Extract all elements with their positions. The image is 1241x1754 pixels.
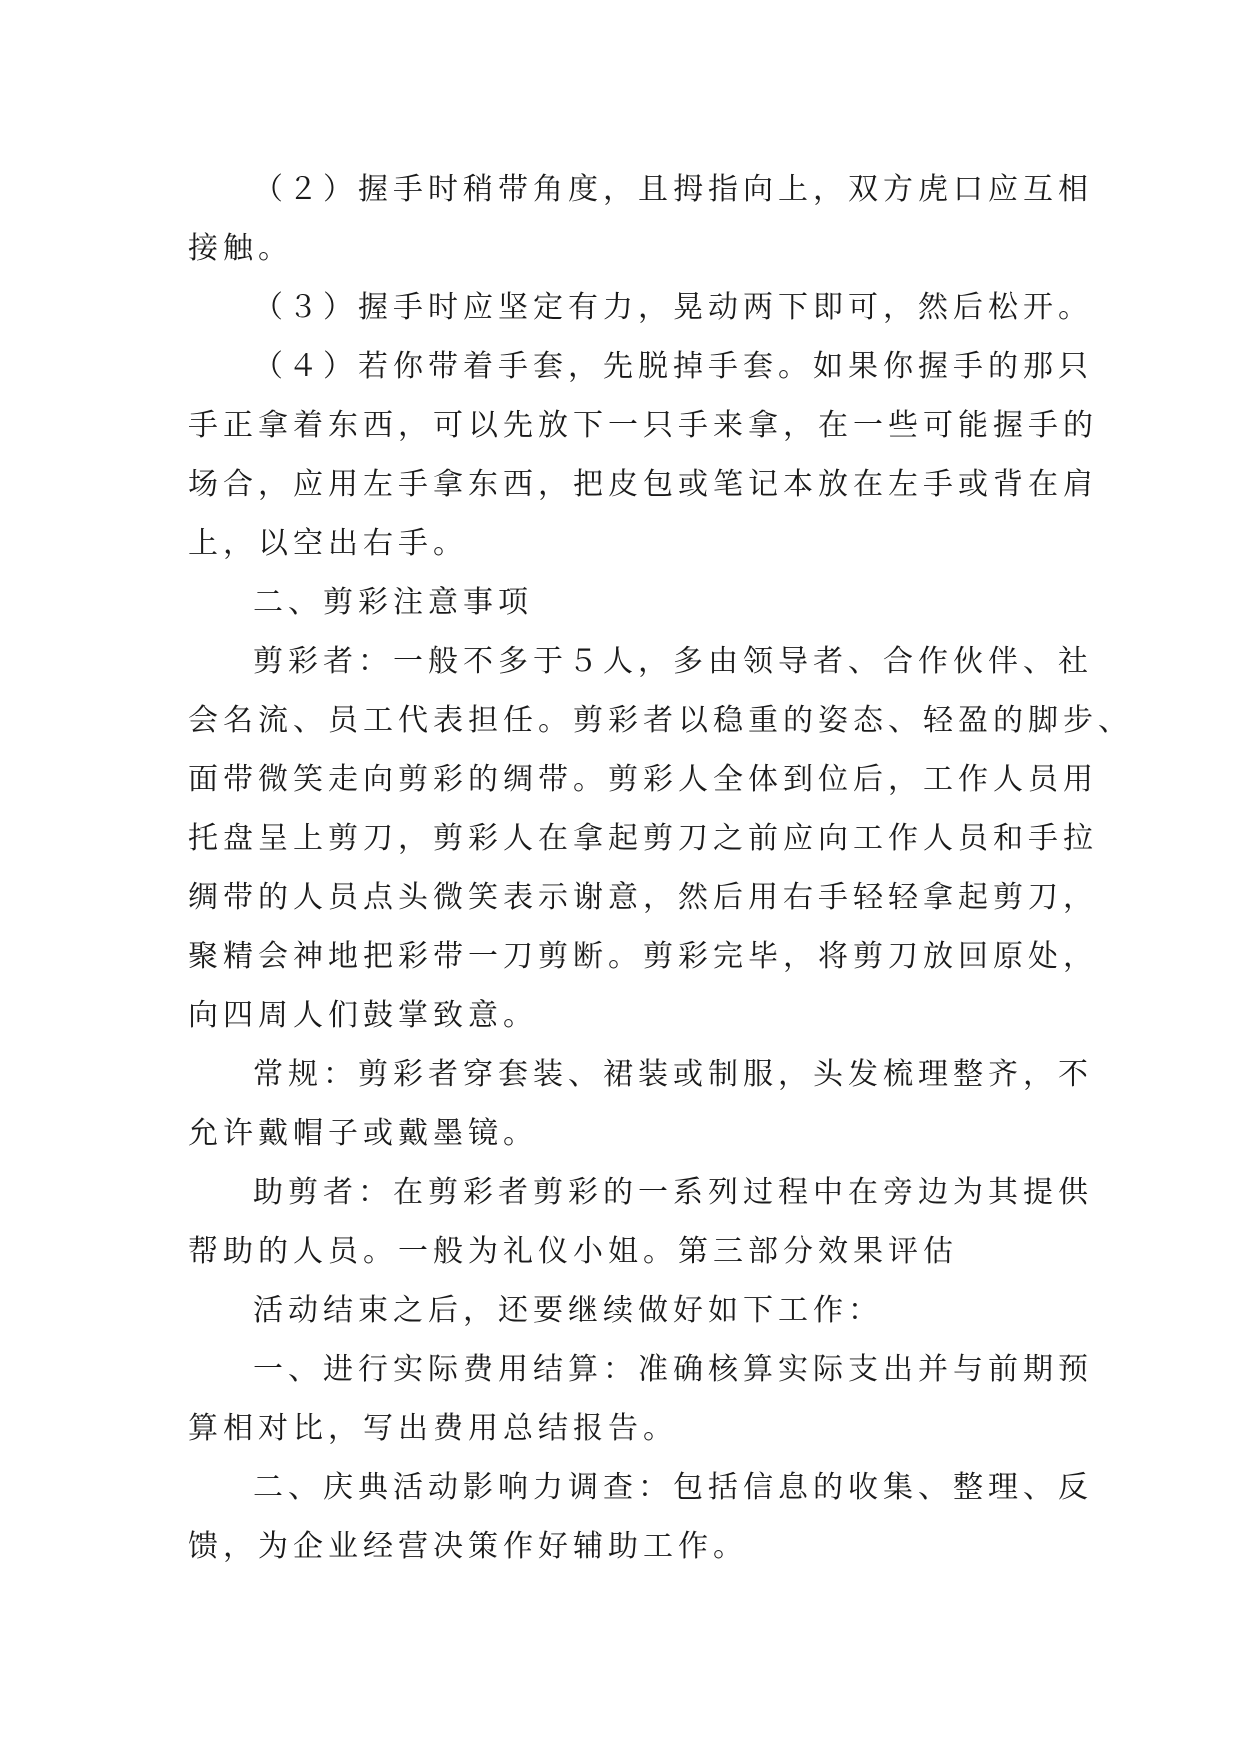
- text-line: 允许戴帽子或戴墨镜。: [188, 1116, 538, 1151]
- paragraph: [188, 1458, 1093, 1576]
- paragraph: [188, 337, 1098, 573]
- text-line: 向四周人们鼓掌致意。: [188, 998, 538, 1033]
- paragraph: [188, 1281, 1058, 1340]
- text-line: 二、剪彩注意事项: [253, 585, 533, 620]
- text-line: 接触。: [188, 231, 293, 266]
- section-heading: [188, 573, 1058, 632]
- text-line: 一、进行实际费用结算：准确核算实际支出并与前期预: [253, 1352, 1093, 1387]
- text-line: 托盘呈上剪刀，剪彩人在拿起剪刀之前应向工作人员和手拉: [188, 821, 1098, 856]
- text-line: 助剪者：在剪彩者剪彩的一系列过程中在旁边为其提供: [253, 1175, 1093, 1210]
- text-line: （２）握手时稍带角度，且拇指向上，双方虎口应互相: [253, 172, 1093, 207]
- text-line: 活动结束之后，还要继续做好如下工作：: [253, 1293, 883, 1328]
- paragraph: [188, 1163, 1093, 1281]
- text-line: 馈，为企业经营决策作好辅助工作。: [188, 1529, 748, 1564]
- text-line: （３）握手时应坚定有力，晃动两下即可，然后松开。: [253, 290, 1093, 325]
- document-body: [188, 160, 1133, 1576]
- text-line: 算相对比，写出费用总结报告。: [188, 1411, 678, 1446]
- paragraph: [188, 278, 1093, 337]
- paragraph: [188, 1340, 1093, 1458]
- paragraph: [188, 1045, 1093, 1163]
- paragraph: [188, 632, 1133, 1045]
- text-line: 聚精会神地把彩带一刀剪断。剪彩完毕，将剪刀放回原处，: [188, 939, 1098, 974]
- text-line: 剪彩者：一般不多于５人，多由领导者、合作伙伴、社: [253, 644, 1093, 679]
- text-line: 上，以空出右手。: [188, 526, 468, 561]
- text-line: 会名流、员工代表担任。剪彩者以稳重的姿态、轻盈的脚步、: [188, 703, 1133, 738]
- text-line: 手正拿着东西，可以先放下一只手来拿，在一些可能握手的: [188, 408, 1098, 443]
- text-line: 绸带的人员点头微笑表示谢意，然后用右手轻轻拿起剪刀，: [188, 880, 1098, 915]
- text-line: 常规：剪彩者穿套装、裙装或制服，头发梳理整齐，不: [253, 1057, 1093, 1092]
- text-line: 场合，应用左手拿东西，把皮包或笔记本放在左手或背在肩: [188, 467, 1098, 502]
- paragraph: [188, 160, 1093, 278]
- text-line: （４）若你带着手套，先脱掉手套。如果你握手的那只: [253, 349, 1093, 384]
- text-line: 帮助的人员。一般为礼仪小姐。第三部分效果评估: [188, 1234, 958, 1269]
- text-line: 面带微笑走向剪彩的绸带。剪彩人全体到位后，工作人员用: [188, 762, 1098, 797]
- text-line: 二、庆典活动影响力调查：包括信息的收集、整理、反: [253, 1470, 1093, 1505]
